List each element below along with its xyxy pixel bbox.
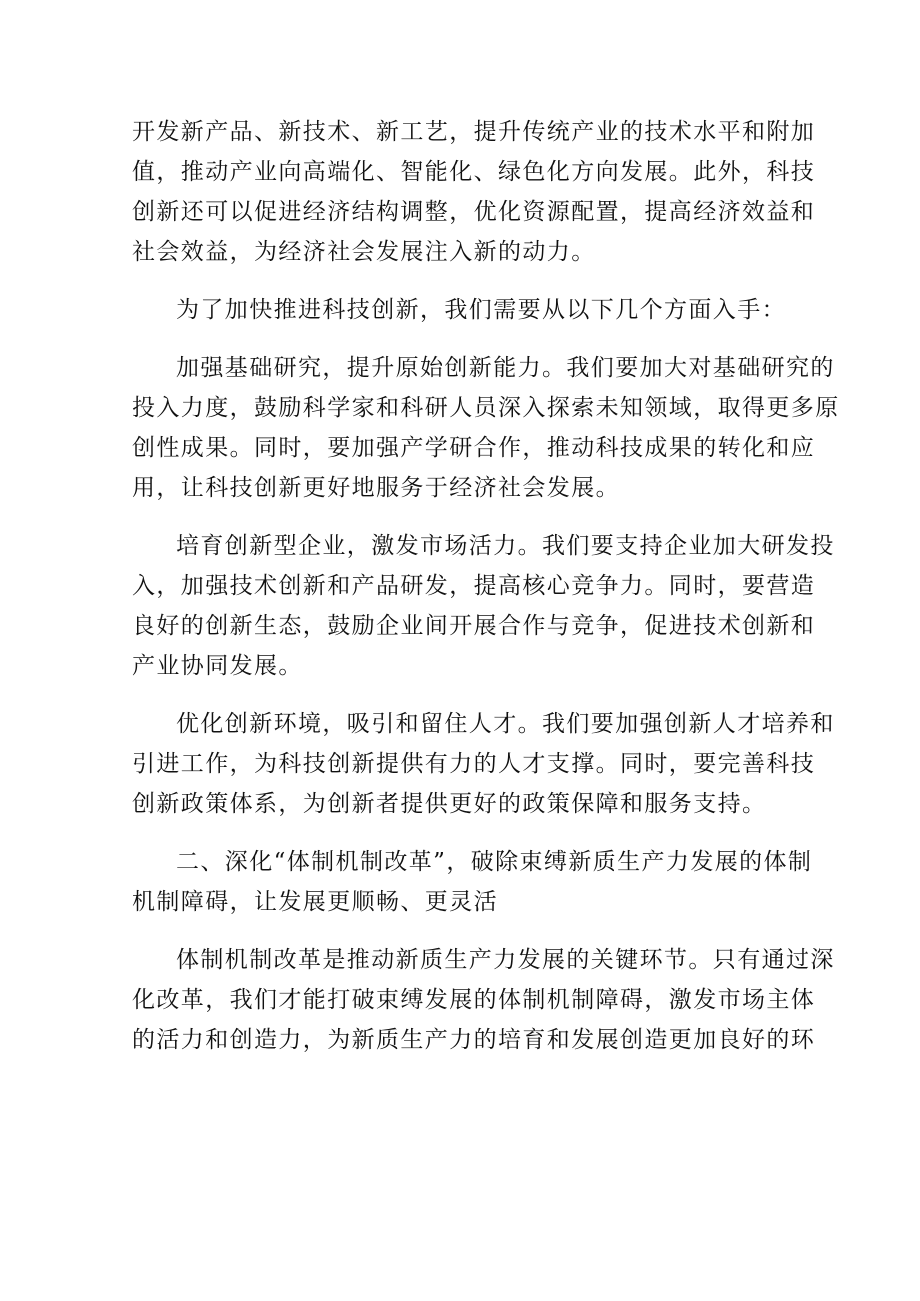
text-line: 为了加快推进科技创新，我们需要从以下几个方面入手： <box>176 297 786 323</box>
text-line: 优化创新环境，吸引和留住人才。我们要加强创新人才培养和 <box>176 711 835 737</box>
text-line: 机制障碍，让发展更顺畅、更灵活 <box>132 889 498 915</box>
section-heading-institutional-reform <box>132 842 813 922</box>
paragraph-industry-upgrade <box>132 112 816 272</box>
text-line: 良好的创新生态，鼓励企业间开展合作与竞争，促进技术创新和 <box>132 613 816 639</box>
text-line: 创新政策体系，为创新者提供更好的政策保障和服务支持。 <box>132 791 767 817</box>
paragraph-reform-key-link <box>132 940 835 1060</box>
paragraph-basic-research <box>132 348 840 508</box>
text-line: 二、深化“体制机制改革”，破除束缚新质生产力发展的体制 <box>176 849 813 875</box>
text-line: 值，推动产业向高端化、智能化、绿色化方向发展。此外，科技 <box>132 159 816 185</box>
text-line: 培育创新型企业，激发市场活力。我们要支持企业加大研发投 <box>176 533 835 559</box>
paragraph-innovative-enterprises <box>132 526 835 686</box>
text-line: 体制机制改革是推动新质生产力发展的关键环节。只有通过深 <box>176 947 835 973</box>
text-line: 的活力和创造力，为新质生产力的培育和发展创造更加良好的环 <box>132 1027 816 1053</box>
text-line: 用，让科技创新更好地服务于经济社会发展。 <box>132 475 620 501</box>
text-line: 引进工作，为科技创新提供有力的人才支撑。同时，要完善科技 <box>132 751 816 777</box>
paragraph-innovation-environment <box>132 704 835 824</box>
text-line: 化改革，我们才能打破束缚发展的体制机制障碍，激发市场主体 <box>132 987 816 1013</box>
text-line: 产业协同发展。 <box>132 653 303 679</box>
text-line: 入，加强技术创新和产品研发，提高核心竞争力。同时，要营造 <box>132 573 816 599</box>
text-line: 创性成果。同时，要加强产学研合作，推动科技成果的转化和应 <box>132 435 816 461</box>
text-line: 创新还可以促进经济结构调整，优化资源配置，提高经济效益和 <box>132 199 816 225</box>
document-body <box>132 112 840 1078</box>
text-line: 社会效益，为经济社会发展注入新的动力。 <box>132 239 596 265</box>
text-line: 开发新产品、新技术、新工艺，提升传统产业的技术水平和附加 <box>132 119 816 145</box>
text-line: 投入力度，鼓励科学家和科研人员深入探索未知领域，取得更多原 <box>132 395 840 421</box>
paragraph-intro-measures <box>132 290 792 330</box>
text-line: 加强基础研究，提升原始创新能力。我们要加大对基础研究的 <box>176 355 835 381</box>
